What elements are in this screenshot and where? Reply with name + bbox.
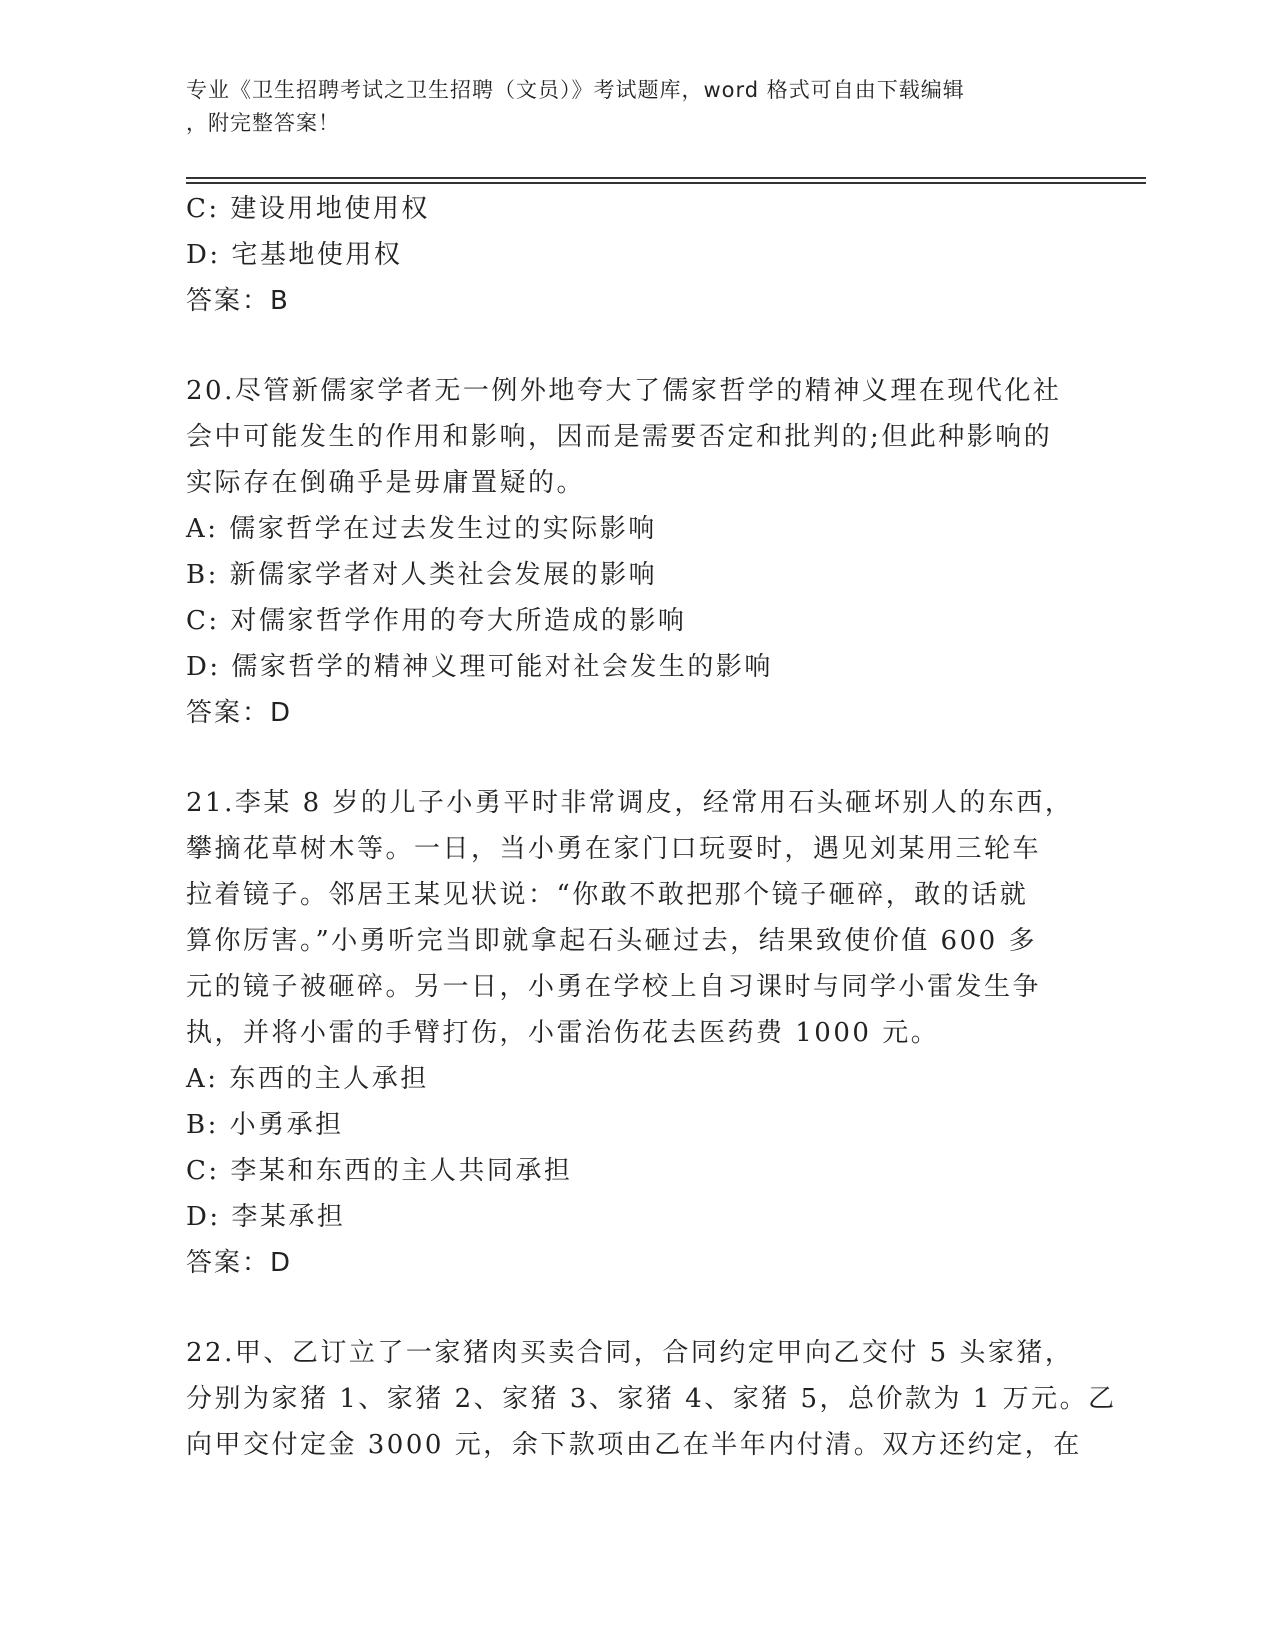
page-header	[186, 74, 1086, 140]
question-text-line: 算你厉害。”小勇听完当即就拿起石头砸过去，结果致使价值 600 多	[186, 926, 1037, 956]
question-text-line: 20.尽管新儒家学者无一例外地夸大了儒家哲学的精神义理在现代化社	[186, 376, 1062, 406]
question-20	[186, 368, 1086, 736]
answer: 答案：D	[186, 1248, 293, 1278]
question-text-line: 执，并将小雷的手臂打伤，小雷治伤花去医药费 1000 元。	[186, 1018, 940, 1048]
question-text-line: 向甲交付定金 3000 元，余下款项由乙在半年内付清。双方还约定，在	[186, 1430, 1082, 1460]
question-text-line: 攀摘花草树木等。一日，当小勇在家门口玩耍时，遇见刘某用三轮车	[186, 834, 1042, 864]
option-d: D: 宅基地使用权	[186, 240, 403, 270]
question-text-line: 拉着镜子。邻居王某见状说：“你敢不敢把那个镜子砸碎，敢的话就	[186, 880, 1029, 910]
option-a: A: 儒家哲学在过去发生过的实际影响	[186, 514, 657, 544]
spacer	[186, 736, 1086, 780]
question-text-line: 22.甲、乙订立了一家猪肉买卖合同，合同约定甲向乙交付 5 头家猪，	[186, 1338, 1074, 1368]
question-21	[186, 780, 1086, 1286]
option-b: B: 小勇承担	[186, 1110, 344, 1140]
answer: 答案：B	[186, 286, 290, 316]
header-line-2: ，附完整答案！	[186, 111, 340, 135]
question-22	[186, 1330, 1117, 1468]
option-a: A: 东西的主人承担	[186, 1064, 429, 1094]
prev-question	[186, 186, 1086, 324]
answer: 答案：D	[186, 698, 293, 728]
question-text-line: 21.李某 8 岁的儿子小勇平时非常调皮，经常用石头砸坏别人的东西，	[186, 788, 1074, 818]
option-d: D: 李某承担	[186, 1202, 346, 1232]
spacer	[186, 324, 1086, 368]
question-text-line: 会中可能发生的作用和影响，因而是需要否定和批判的;但此种影响的	[186, 422, 1053, 452]
option-d: D: 儒家哲学的精神义理可能对社会发生的影响	[186, 652, 773, 682]
header-rule-top	[186, 177, 1146, 179]
header-rule-bottom	[186, 182, 1146, 184]
spacer	[186, 1286, 1086, 1330]
option-c: C: 李某和东西的主人共同承担	[186, 1156, 573, 1186]
option-c: C: 对儒家哲学作用的夸大所造成的影响	[186, 606, 687, 636]
question-text-line: 分别为家猪 1、家猪 2、家猪 3、家猪 4、家猪 5，总价款为 1 万元。乙	[186, 1384, 1117, 1414]
header-line-1: 专业《卫生招聘考试之卫生招聘（文员）》考试题库，word 格式可自由下载编辑	[186, 78, 965, 102]
question-text-line: 元的镜子被砸碎。另一日，小勇在学校上自习课时与同学小雷发生争	[186, 972, 1042, 1002]
document-body	[186, 186, 1117, 1468]
option-c: C: 建设用地使用权	[186, 194, 430, 224]
option-b: B: 新儒家学者对人类社会发展的影响	[186, 560, 658, 590]
question-text-line: 实际存在倒确乎是毋庸置疑的。	[186, 468, 586, 498]
